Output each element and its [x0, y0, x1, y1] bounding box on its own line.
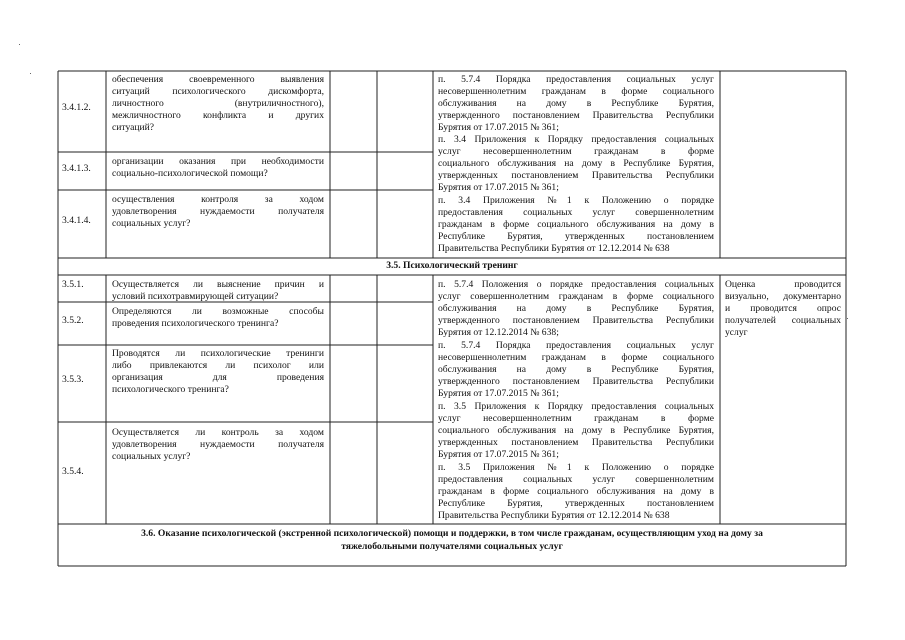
reference-line: Республике Бурятия, утвержденных постановлением: [438, 498, 714, 509]
row-number: 3.5.1.: [62, 279, 84, 290]
method-line: визуально, документарно: [725, 291, 841, 302]
section-title-line: тяжелобольными получателями социальных услуг: [341, 541, 563, 552]
question-line: обеспечения своевременного выявления: [112, 74, 324, 85]
reference-line: Бурятия от 17.07.2015 № 361;: [438, 449, 559, 460]
reference-line: утвержденного постановлением Правительства Республики: [438, 376, 714, 387]
question-line: Проводятся ли психологические тренинги: [112, 348, 324, 359]
row-number: 3.5.2.: [62, 315, 84, 326]
method-line: услуг: [725, 327, 748, 338]
reference-line: утвержденных постановлением Правительства Республики: [438, 437, 714, 448]
reference-line: утвержденного постановлением Правительства Республики: [438, 110, 714, 121]
row-number: 3.4.1.2.: [62, 102, 91, 113]
reference-line: Бурятия от 17.07.2015 № 361;: [438, 122, 559, 133]
question-line: условий психотравмирующей ситуации?: [112, 291, 279, 302]
reference-line: Бурятия от 17.07.2015 № 361;: [438, 182, 559, 193]
reference-line: п. 5.7.4 Положения о порядке предоставления социальных: [438, 279, 714, 290]
question-line: Осуществляется ли контроль за ходом: [112, 427, 324, 438]
reference-line: предоставления социальных услуг совершеннолетним: [438, 474, 714, 485]
question-line: Осуществляется ли выяснение причин и: [112, 279, 324, 290]
method-line: и проводится опрос: [725, 303, 841, 314]
question-line: ситуаций?: [112, 122, 155, 133]
row-number: 3.5.3.: [62, 374, 84, 385]
row-number: 3.4.1.3.: [62, 163, 91, 174]
reference-line: обслуживания на дому в Республике Бурятия,: [438, 364, 714, 375]
section-title: 3.5. Психологический тренинг: [386, 260, 518, 271]
reference-line: п. 5.7.4 Порядка предоставления социальных услуг: [438, 340, 714, 351]
question-line: личностного (внутриличностного),: [112, 98, 324, 109]
reference-line: обслуживания на дому в Республике Бурятия,: [438, 303, 714, 314]
scan-dot: [847, 318, 848, 319]
reference-line: гражданам в форме социального обслуживания на дому в: [438, 219, 714, 230]
reference-line: услуг несовершеннолетним гражданам в форме: [438, 146, 714, 157]
reference-line: п. 3.5 Приложения №1 к Положению о порядке: [438, 462, 714, 473]
reference-line: социального обслуживания на дому в Республике Бурятия,: [438, 158, 714, 169]
reference-line: Правительства Республики Бурятия от 12.12.2014 № 638: [438, 243, 670, 254]
reference-line: обслуживания на дому в Республике Бурятия,: [438, 98, 714, 109]
reference-line: п. 3.4 Приложения к Порядку предоставления социальных: [438, 134, 714, 145]
question-line: ситуаций психологического дискомфорта,: [112, 86, 324, 97]
reference-line: п. 3.4 Приложения №1 к Положению о порядке: [438, 195, 714, 206]
scan-dot: [19, 44, 20, 45]
question-line: удовлетворения нуждаемости получателя: [112, 206, 324, 217]
reference-line: несовершеннолетним гражданам в форме социального: [438, 352, 714, 363]
reference-line: п. 5.7.4 Порядка предоставления социальных услуг: [438, 74, 714, 85]
reference-line: Правительства Республики Бурятия от 12.12.2014 № 638: [438, 510, 670, 521]
row-number: 3.5.4.: [62, 466, 84, 477]
question-line: удовлетворения нуждаемости получателя: [112, 439, 324, 450]
question-line: проведения психологического тренинга?: [112, 318, 279, 329]
question-line: социально-психологической помощи?: [112, 168, 268, 179]
question-line: осуществления контроля за ходом: [112, 194, 324, 205]
question-line: Определяются ли возможные способы: [112, 306, 324, 317]
question-line: организации оказания при необходимости: [112, 156, 324, 167]
reference-line: Республике Бурятия, утвержденных постановлением: [438, 231, 714, 242]
question-line: организация для проведения: [112, 372, 324, 383]
scan-dot: [30, 73, 31, 74]
reference-line: Бурятия от 17.07.2015 № 361;: [438, 388, 559, 399]
question-line: либо привлекаются ли психолог или: [112, 360, 324, 371]
question-line: психологического тренинга?: [112, 384, 229, 395]
question-line: социальных услуг?: [112, 218, 191, 229]
reference-line: услуг несовершеннолетним гражданам в форме: [438, 413, 714, 424]
reference-line: услуг совершеннолетним гражданам в форме социального: [438, 291, 714, 302]
reference-line: утвержденного постановлением Правительства Республики: [438, 315, 714, 326]
reference-line: социального обслуживания на дому в Республике Бурятия,: [438, 425, 714, 436]
reference-line: гражданам в форме социального обслуживания на дому в: [438, 486, 714, 497]
reference-line: несовершеннолетним гражданам в форме социального: [438, 86, 714, 97]
method-line: Оценка проводится: [725, 279, 841, 290]
reference-line: предоставления социальных услуг совершеннолетним: [438, 207, 714, 218]
reference-line: Бурятия от 12.12.2014 № 638;: [438, 327, 559, 338]
question-line: межличностного конфликта и других: [112, 110, 324, 121]
question-line: социальных услуг?: [112, 451, 191, 462]
method-line: получателей социальных: [725, 315, 841, 326]
reference-line: п. 3.5 Приложения к Порядку предоставления социальных: [438, 401, 714, 412]
row-number: 3.4.1.4.: [62, 215, 91, 226]
reference-line: утвержденных постановлением Правительства Республики: [438, 170, 714, 181]
section-title-line: 3.6. Оказание психологической (экстренной психологической) помощи и поддержки, в том числе гражданам, осуществляющим уход на дому за: [141, 528, 763, 539]
